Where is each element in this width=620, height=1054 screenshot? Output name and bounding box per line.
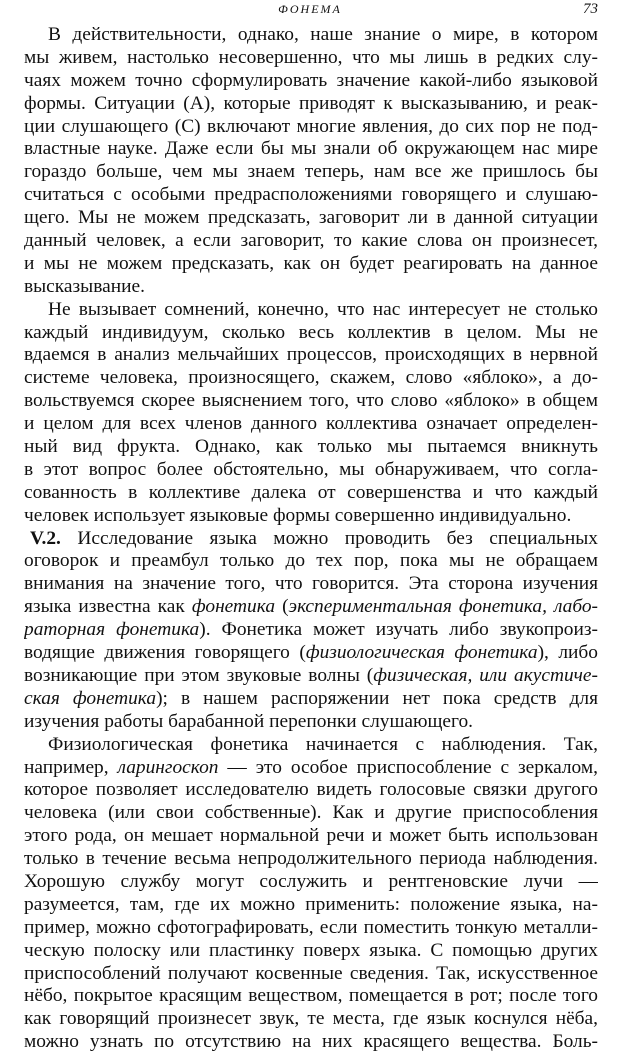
text-line: формы. Ситуации (A), которые приводят к высказыванию, и реак-	[24, 92, 598, 114]
text-line: каждый индивидуум, сколько весь коллектив в целом. Мы не	[24, 321, 598, 343]
text-line	[24, 24, 598, 47]
text-span: например,	[24, 756, 109, 778]
text-line: только в течение весьма непродолжительного периода наблюдения.	[24, 848, 598, 870]
text-line: считаться с особыми предрасположениями говорящего и слушаю-	[24, 184, 598, 206]
text-line: Не вызывает сомнений, конечно, что нас интересует не столько	[48, 298, 598, 320]
text-line: человека (или свои собственные). Как и другие приспособления	[24, 802, 598, 824]
italic-term: раторная фонетика	[24, 619, 200, 641]
text-line: вдаемся в анализ мельчайших процессов, происходящих в нервной	[24, 344, 598, 366]
text-line: гораздо больше, чем мы знаем теперь, нам все же пришлось бы	[24, 161, 598, 183]
text-line: этого рода, он мешает нормальной речи и может быть использован	[24, 825, 598, 847]
italic-term: фонетика	[191, 596, 276, 618]
text-line: которое позволяет исследователю видеть голосовые связки другого	[24, 779, 598, 801]
page-number: 73	[583, 1, 598, 17]
text-line	[24, 757, 598, 780]
page-header	[0, 0, 620, 20]
text-span: языка известна как	[24, 596, 185, 618]
text-span: водящие движения говорящего (	[24, 642, 306, 664]
text-line	[24, 688, 598, 711]
text-line: данный человек, а если заговорит, то какие слова он произнесет,	[24, 230, 598, 252]
text-line: разумеется, там, где их можно применить: положение языка, на-	[24, 893, 598, 915]
text-line: пример, можно сфотографировать, если поместить тонкую металли-	[24, 916, 598, 938]
italic-term: физиологическая фонетика	[305, 642, 538, 664]
text-span: (	[282, 596, 289, 618]
text-line	[24, 642, 598, 665]
text-span: ); в нашем распоряжении нет пока средств для	[156, 687, 598, 709]
italic-term: экспериментальная фонетика, лабо-	[288, 596, 598, 618]
text-line: и мы не можем предсказать, как он будет реагировать на данное	[24, 252, 598, 274]
text-line: ции слушающего (C) включают многие явления, до сих пор не под-	[24, 115, 598, 137]
running-head: ФОНЕМА	[278, 2, 342, 16]
text-span: — это особое приспособление с зеркалом,	[227, 756, 598, 778]
text-line	[24, 596, 598, 619]
text-line: можно узнать по отсутствию на них красящего вещества. Боль-	[24, 1031, 598, 1053]
text-line: Хорошую службу могут сослужить и рентгеновские лучи —	[24, 870, 598, 892]
text-line: вольствуемся скорее выяснением того, что слово «яблоко» в общем	[24, 390, 598, 412]
text-line	[24, 528, 598, 551]
text-line	[24, 665, 598, 688]
text-line: чаях можем точно сформулировать значение какой-либо языковой	[24, 69, 598, 91]
text-line: высказывание.	[24, 275, 145, 297]
text-span: ). Фонетика может изучать либо звукопроиз-	[199, 619, 598, 641]
text-line: сованность в коллективе далека от совершенства и что каждый	[24, 481, 598, 503]
italic-term: физическая, или акустиче-	[373, 664, 598, 686]
text-line: властные науке. Даже если бы мы знали об окружающем нас мире	[24, 138, 598, 160]
text-line: ный вид фрукта. Однако, как только мы пытаемся вникнуть	[24, 436, 598, 458]
text-line: ческую полоску или пластинку поверх языка. С помощью других	[24, 939, 598, 961]
text-line: нёбо, покрытое красящим веществом, помещается в рот; после того	[24, 985, 598, 1007]
text-span: возникающие при этом звуковые волны (	[24, 664, 374, 686]
text-line: приспособлений получают косвенные сведения. Так, искусственное	[24, 962, 598, 984]
text-line: как говорящий произнесет звук, те места, где язык коснулся нёба,	[24, 1008, 598, 1030]
text-line: мы живем, настолько несовершенно, что мы лишь в редких слу-	[24, 46, 598, 68]
text-line: изучения работы барабанной перепонки слушающего.	[24, 710, 474, 732]
text-line: щего. Мы не можем предсказать, заговорит ли в данной ситуации	[24, 207, 598, 229]
body-text	[24, 24, 598, 1054]
text-span: ), либо	[537, 642, 598, 664]
text-line: внимания на значение того, что говорится. Эта сторона изучения	[24, 573, 598, 595]
italic-term: ская фонетика	[24, 687, 157, 709]
text-span: В действительности, однако, наше знание о мире, в котором	[48, 24, 598, 45]
text-span: Исследование языка можно проводить без специальных	[77, 527, 598, 549]
text-line: человек использует языковые формы совершенно индивидуально.	[24, 504, 572, 526]
text-line: Физиологическая фонетика начинается с наблюдения. Так,	[48, 733, 598, 755]
text-line: оговорок и преамбул только до тех пор, пока мы не обращаем	[24, 550, 598, 572]
text-line: системе человека, произносящего, скажем, слово «яблоко», а до-	[24, 367, 598, 389]
section-number: V.2.	[30, 527, 61, 549]
text-line	[24, 619, 598, 642]
text-line: и целом для всех членов данного коллектива означает определен-	[24, 413, 598, 435]
italic-term: ларингоскоп	[117, 756, 219, 778]
text-line: в этот вопрос более обстоятельно, мы обнаруживаем, что согла-	[24, 458, 598, 480]
